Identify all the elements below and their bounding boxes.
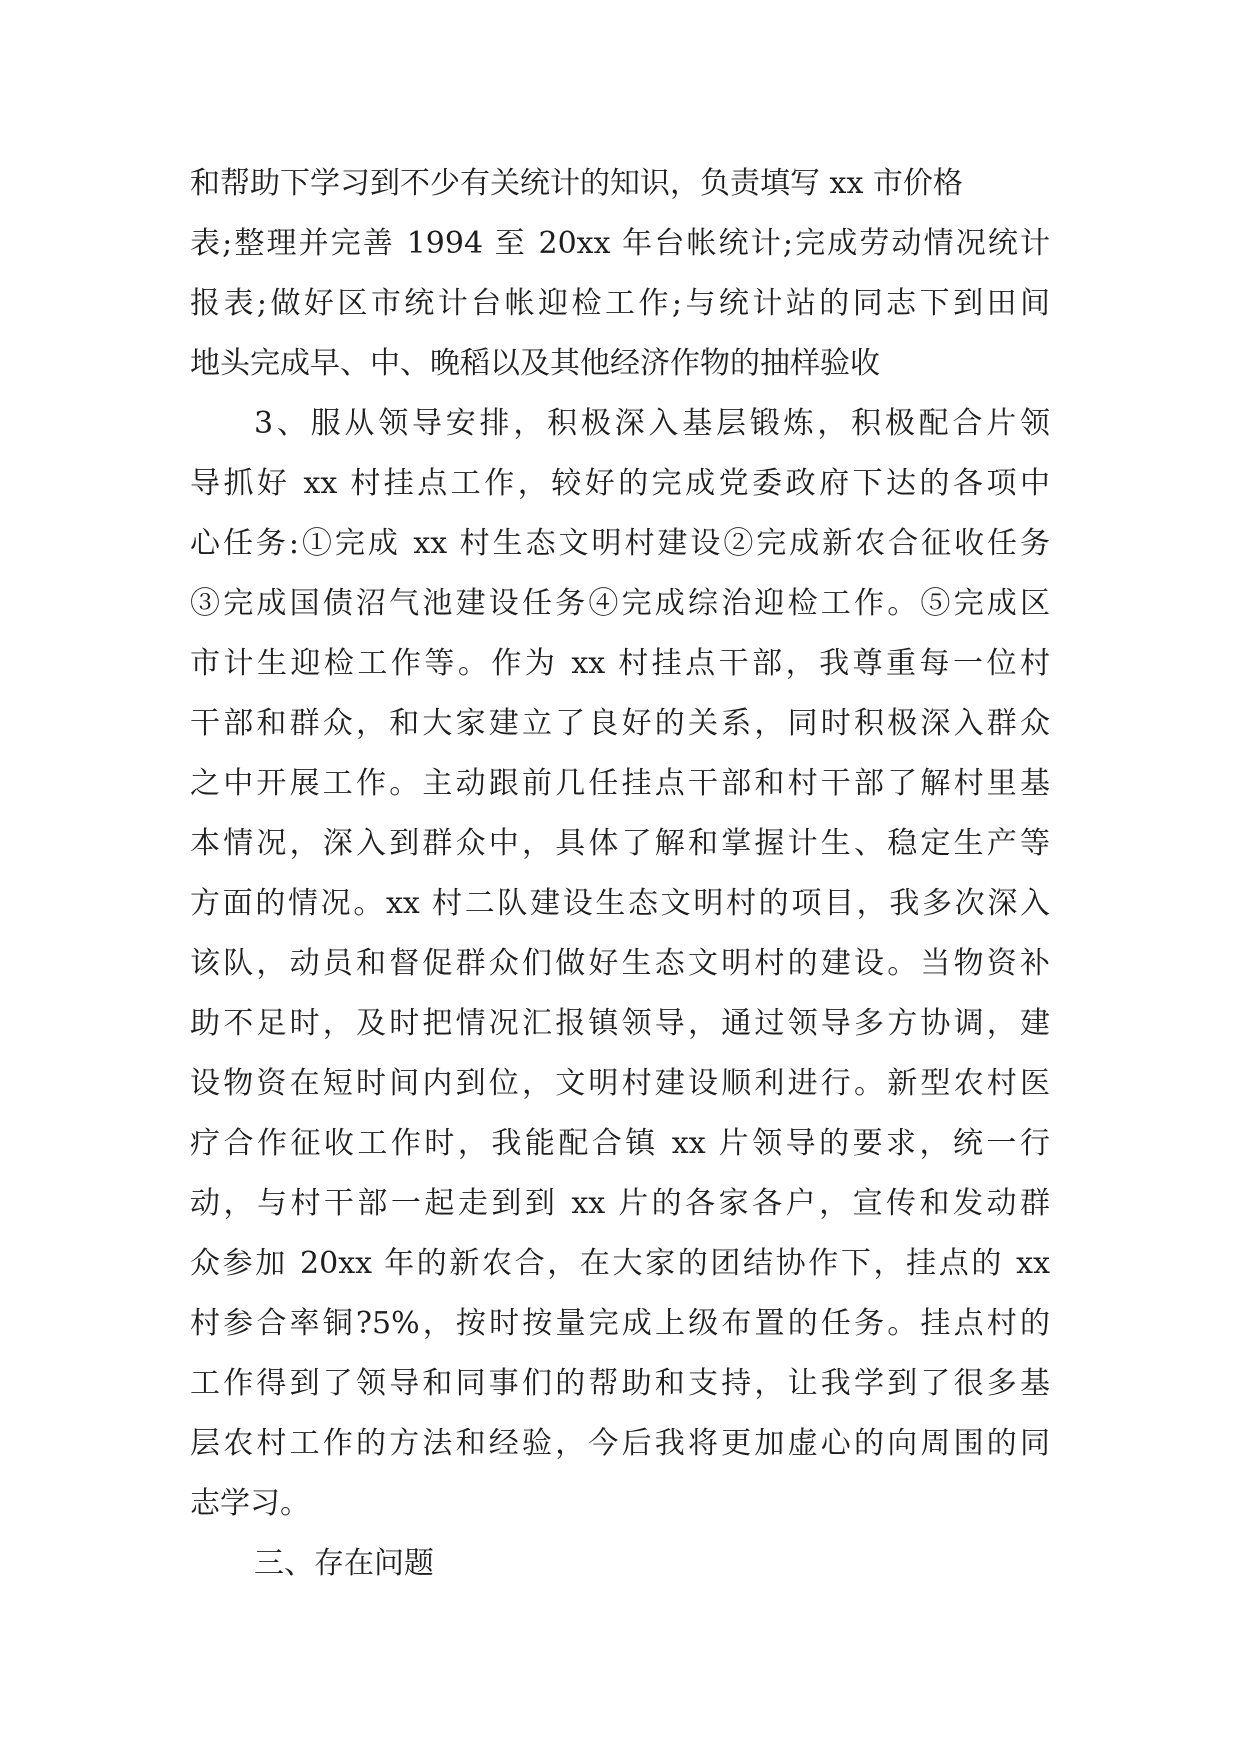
paragraph-line: 3、服从领导安排，积极深入基层锻炼，积极配合片领 <box>254 406 1050 441</box>
paragraph-line: 层农村工作的方法和经验，今后我将更加虚心的向周围的同 <box>190 1426 1050 1461</box>
paragraph-line: 疗合作征收工作时，我能配合镇 xx 片领导的要求，统一行 <box>190 1126 1050 1161</box>
paragraph-line: 工作得到了领导和同事们的帮助和支持，让我学到了很多基 <box>190 1366 1050 1401</box>
paragraph-line: 本情况，深入到群众中，具体了解和掌握计生、稳定生产等 <box>190 826 1050 861</box>
paragraph-line: 众参加 20xx 年的新农合，在大家的团结协作下，挂点的 xx <box>190 1246 1050 1281</box>
paragraph-line: 地头完成早、中、晚稻以及其他经济作物的抽样验收 <box>190 346 880 381</box>
paragraph-line: 方面的情况。xx 村二队建设生态文明村的项目，我多次深入 <box>190 886 1050 921</box>
paragraph-line: 该队，动员和督促群众们做好生态文明村的建设。当物资补 <box>190 946 1050 981</box>
paragraph-line: 市计生迎检工作等。作为 xx 村挂点干部，我尊重每一位村 <box>190 646 1050 681</box>
paragraph-line: 动，与村干部一起走到到 xx 片的各家各户，宣传和发动群 <box>190 1186 1050 1221</box>
body-text <box>190 162 1050 1602</box>
paragraph-line: 和帮助下学习到不少有关统计的知识，负责填写 xx 市价格 <box>190 166 963 201</box>
paragraph-line: 志学习。 <box>190 1486 310 1521</box>
paragraph-line: 干部和群众，和大家建立了良好的关系，同时积极深入群众 <box>190 706 1050 741</box>
paragraph-line: 之中开展工作。主动跟前几任挂点干部和村干部了解村里基 <box>190 766 1050 801</box>
paragraph-line: 设物资在短时间内到位，文明村建设顺利进行。新型农村医 <box>190 1066 1050 1101</box>
paragraph-line: 表;整理并完善 1994 至 20xx 年台帐统计;完成劳动情况统计 <box>190 226 1050 261</box>
paragraph-line: 心任务:①完成 xx 村生态文明村建设②完成新农合征收任务 <box>190 526 1050 561</box>
paragraph-line: 村参合率铜?5%，按时按量完成上级布置的任务。挂点村的 <box>190 1306 1050 1341</box>
section-heading: 三、存在问题 <box>254 1546 434 1581</box>
paragraph-line: 导抓好 xx 村挂点工作，较好的完成党委政府下达的各项中 <box>190 466 1050 501</box>
paragraph-line: ③完成国债沼气池建设任务④完成综治迎检工作。⑤完成区 <box>190 586 1050 621</box>
paragraph-line: 报表;做好区市统计台帐迎检工作;与统计站的同志下到田间 <box>190 286 1050 321</box>
paragraph-line: 助不足时，及时把情况汇报镇领导，通过领导多方协调，建 <box>190 1006 1050 1041</box>
